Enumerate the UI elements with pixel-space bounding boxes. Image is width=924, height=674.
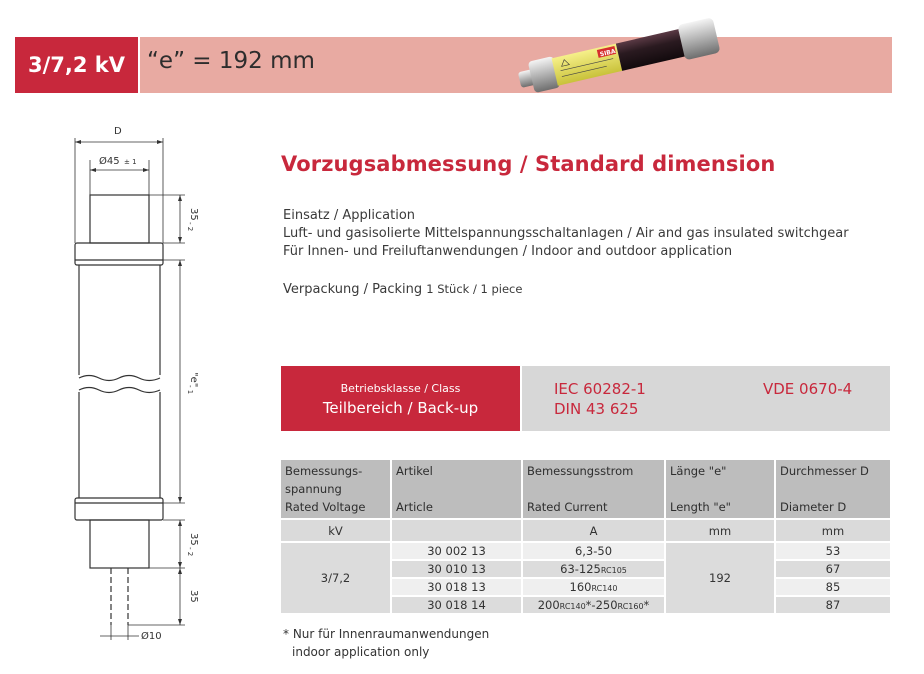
- current-end: *: [643, 598, 650, 612]
- application-line-2: Für Innen- und Freiluftanwendungen / Indoor and outdoor application: [283, 244, 733, 259]
- current-cell: [522, 578, 665, 596]
- diameter-cell: 53: [775, 542, 890, 560]
- packing-label: Verpackung / Packing: [283, 282, 423, 297]
- voltage-value: 3/7,2: [281, 542, 391, 613]
- packing-line: [283, 282, 522, 297]
- dim-label-35-top-tol: - 2: [186, 222, 194, 232]
- dim-label-e: "e": [188, 372, 199, 388]
- dim-label-d: D: [114, 126, 122, 137]
- current-b-sub: RC160: [617, 602, 644, 611]
- unit-voltage: kV: [281, 519, 391, 542]
- col-header-current-en: Rated Current: [527, 500, 608, 514]
- current-sub: RC105: [600, 566, 627, 575]
- length-value: 192: [665, 542, 775, 613]
- diameter-cell: 87: [775, 596, 890, 613]
- fuse-product-image: [515, 17, 725, 97]
- dim-label-35-stud: 35: [188, 590, 199, 603]
- dimension-heading: “e” = 192 mm: [147, 48, 315, 74]
- standard-iec: IEC 60282-1: [554, 380, 646, 398]
- units-row: [281, 519, 890, 542]
- current-cell: [522, 596, 665, 613]
- current-cell: 6,3-50: [522, 542, 665, 560]
- standard-vde: VDE 0670-4: [763, 380, 853, 398]
- col-header-length-de: Länge "e": [670, 464, 727, 478]
- class-value: Teilbereich / Back-up: [322, 399, 479, 417]
- col-header-article-en: Article: [396, 500, 433, 514]
- dim-label-35-top: 35: [188, 208, 199, 221]
- col-header-current-de: Bemessungsstrom: [527, 464, 634, 478]
- article-cell: 30 010 13: [391, 560, 522, 578]
- footnote-line-2: indoor application only: [292, 645, 430, 659]
- col-header-length: [665, 460, 775, 519]
- standard-din: DIN 43 625: [554, 400, 639, 418]
- current-main: 63-125: [560, 562, 601, 576]
- packing-value: 1 Stück / 1 piece: [426, 282, 523, 296]
- dim-label-d45: Ø45: [99, 156, 120, 167]
- col-header-diameter-en: Diameter D: [780, 500, 847, 514]
- voltage-badge: 3/7,2 kV: [15, 37, 138, 93]
- article-cell: 30 018 14: [391, 596, 522, 613]
- unit-length: mm: [665, 519, 775, 542]
- col-header-diameter: [775, 460, 890, 519]
- col-header-voltage-en: Rated Voltage: [285, 500, 366, 514]
- current-a: 200: [537, 598, 560, 612]
- diameter-cell: 85: [775, 578, 890, 596]
- current-main: 160: [569, 580, 592, 594]
- col-header-article: [391, 460, 522, 519]
- current-cell: [522, 560, 665, 578]
- col-header-diameter-de: Durchmesser D: [780, 464, 869, 478]
- footnote-line-1: * Nur für Innenraumanwendungen: [283, 627, 490, 641]
- col-header-length-en: Length "e": [670, 500, 731, 514]
- col-header-voltage: [281, 460, 391, 519]
- article-cell: 30 002 13: [391, 542, 522, 560]
- siba-logo: SIBA: [599, 47, 617, 59]
- dim-label-e-tol: - 1: [186, 385, 194, 395]
- diameter-cell: 67: [775, 560, 890, 578]
- specification-table: [281, 460, 890, 613]
- unit-diameter: mm: [775, 519, 890, 542]
- unit-article: [391, 519, 522, 542]
- class-label: Betriebsklasse / Class: [340, 382, 461, 395]
- col-header-voltage-de: Bemessungs-spannung: [285, 464, 363, 496]
- col-header-article-de: Artikel: [396, 464, 433, 478]
- current-mid: *-250: [585, 598, 618, 612]
- fuse-dimension-drawing: [55, 120, 255, 660]
- unit-current: A: [522, 519, 665, 542]
- page-title: Vorzugsabmessung / Standard dimension: [281, 152, 776, 176]
- standards-box: [522, 366, 890, 431]
- article-cell: 30 018 13: [391, 578, 522, 596]
- application-line-1: Luft- und gasisolierte Mittelspannungsschaltanlagen / Air and gas insulated switchgear: [283, 226, 849, 241]
- current-a-sub: RC140: [559, 602, 586, 611]
- col-header-current: [522, 460, 665, 519]
- dim-label-d45-tol: ± 1: [124, 158, 137, 166]
- current-sub: RC140: [591, 584, 618, 593]
- operating-class-box: [281, 366, 520, 431]
- dim-label-d10: Ø10: [141, 631, 162, 642]
- dim-label-35-bottom: 35: [188, 533, 199, 546]
- table-row: [281, 542, 890, 560]
- application-heading: Einsatz / Application: [283, 208, 416, 223]
- dim-label-35-bottom-tol: - 2: [186, 547, 194, 557]
